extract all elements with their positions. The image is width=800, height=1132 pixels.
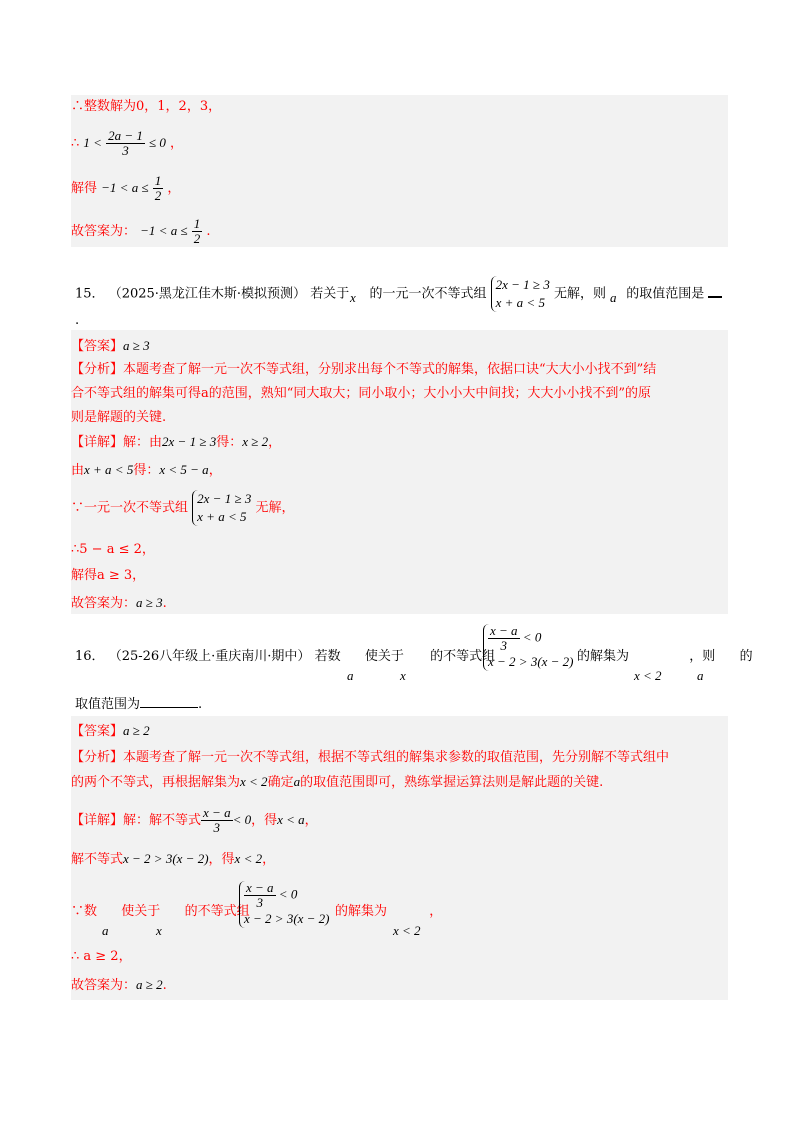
q15-var-x: x: [350, 290, 356, 305]
q16-d1-frac: [201, 806, 233, 835]
q15-d3-text: ∵一元一次不等式组: [71, 500, 189, 516]
q15-detail-3: [71, 490, 295, 526]
q16-d3-text-1: ∵数: [71, 904, 98, 919]
q16-text-3: 的不等式组: [430, 649, 496, 664]
q16-d3-right: [335, 903, 442, 921]
frac-num: 1: [193, 216, 201, 231]
q16-text-4: 的解集为: [577, 649, 630, 664]
q16-text-2: 使关于: [364, 649, 404, 664]
q15-d6-text: 故答案为：: [71, 596, 137, 611]
q16-d5-period: .: [162, 978, 167, 993]
frac-num: x − a: [246, 880, 274, 895]
q16-d3-frac: [244, 881, 276, 910]
sol14-comma: ，: [170, 136, 184, 151]
q16-line2-text: 取值范围为: [75, 697, 141, 712]
frac-den: 2: [154, 188, 162, 203]
frac-num: 1: [154, 173, 162, 188]
answer-tag: 【答案】: [71, 724, 124, 739]
q16-detail-1: [71, 806, 318, 835]
sol14-period: .: [206, 224, 211, 239]
q15-d1-text: 解：由: [123, 435, 163, 450]
sol14-comma: ，: [167, 181, 181, 196]
sol14-solve-label: 解得: [71, 181, 98, 196]
question-source: （25-26八年级上·重庆南川·期中）: [108, 649, 311, 664]
q16-var-a-2: a: [697, 668, 704, 683]
q16-d2-math: x − 2 > 3(x − 2): [123, 851, 209, 866]
q16-d3-var-x: x: [156, 923, 162, 938]
question-16: [71, 620, 753, 716]
analysis-tag: 【分析】: [71, 362, 124, 377]
sol14-line3: [71, 174, 180, 203]
q16-d1-text: 解：解不等式: [123, 813, 202, 828]
q15-d1-text-2: 得：: [216, 435, 243, 450]
q16-sys-row-1: [488, 624, 574, 653]
sol14-line2: [71, 129, 183, 158]
q16-d3-text-4: 的解集为: [335, 904, 388, 919]
q16-d3-var-a: a: [102, 923, 109, 938]
sol14-line1-text: ∴整数解为0，1，2，3，: [71, 99, 222, 114]
q16-stem-left: [75, 648, 495, 666]
q16-d3-row-1: [244, 881, 330, 910]
q16-analysis-text-1: 本题考查了解一元一次不等式组，根据不等式组的解集求参数的取值范围，先分别解不等式组中: [123, 750, 670, 765]
q15-text-3: 无解，则: [553, 286, 606, 302]
q16-var-a: a: [347, 668, 354, 683]
q16-sys-row-2: x − 2 > 3(x − 2): [488, 654, 574, 669]
q16-d3-cond: x < 2: [393, 923, 421, 938]
sol14-line4: [71, 217, 211, 246]
q15-d3-row-1: 2x − 1 ≥ 3: [197, 491, 252, 506]
q15-analysis-text-3: 则是解题的关键.: [71, 410, 167, 425]
q15-text-1: 若关于: [310, 286, 350, 302]
q16-detail-2: [71, 850, 275, 869]
q15-stem: [75, 276, 722, 312]
sol14-solve-math: −1 < a ≤: [101, 180, 149, 195]
detail-tag: 【详解】: [71, 435, 124, 450]
q16-d3-comma: ，: [429, 904, 443, 919]
q16-d1-lt: < 0: [232, 812, 252, 827]
q16-d1-result: x < a: [277, 812, 305, 827]
q16-text-1: 若数: [314, 649, 341, 664]
q16-analysis-2b: 确定: [267, 775, 294, 790]
q16-answer-line: [71, 722, 150, 741]
q15-end-period: .: [75, 313, 80, 328]
q16-d3-system: [239, 881, 330, 928]
q15-detail-1: [71, 433, 281, 452]
q15-var-a: a: [610, 290, 617, 305]
q16-analysis-1: [71, 749, 669, 767]
q16-d2-text-2: ，得: [208, 852, 235, 867]
answer-blank: [708, 284, 722, 298]
frac-num: 2a − 1: [108, 128, 143, 143]
q16-d2-comma: ，: [262, 852, 276, 867]
q16-analysis-2a: 的两个不等式，再根据解集为: [71, 775, 241, 790]
sol14-fraction: [106, 129, 145, 158]
q15-text-4: 的取值范围是: [626, 286, 705, 302]
frac-den: 2: [193, 231, 201, 246]
q16-analysis-2c: 的取值范围即可，熟练掌握运算法则是解此题的关键.: [300, 775, 604, 790]
q15-d2-math: x + a < 5: [84, 462, 134, 477]
frac-den: 3: [213, 820, 221, 835]
q16-analysis-math: x < 2: [240, 774, 268, 789]
sol14-answer-label: 故答案为：: [71, 224, 137, 239]
q15-d2-text-2: 得：: [133, 463, 160, 478]
therefore-symbol: ∴: [71, 136, 80, 151]
q15-sys-row-1: 2x − 1 ≥ 3: [495, 277, 550, 292]
q16-d1-comma: ，: [304, 813, 318, 828]
q15-sys-row-2: x + a < 5: [495, 295, 545, 310]
q16-d3-row-2: x − 2 > 3(x − 2): [244, 911, 330, 926]
q16-analysis-2: [71, 773, 603, 792]
q15-inequality-system: [491, 276, 550, 312]
q16-detail-3: [71, 903, 250, 921]
sol14-answer-half: [192, 217, 203, 246]
q16-d3-text-3: 的不等式组: [184, 904, 250, 919]
q16-detail-4: ∴ a ≥ 2，: [71, 949, 132, 964]
q15-d2-text: 由: [71, 463, 85, 478]
frac-den: 3: [256, 895, 264, 910]
sol14-answer-math: −1 < a ≤: [140, 223, 188, 238]
q16-line2-period: .: [198, 697, 203, 712]
q16-condition: x < 2: [634, 668, 662, 683]
question-number: 16．: [75, 649, 105, 664]
q16-stem-line2: [75, 695, 202, 714]
sol14-ineq-left: 1 <: [83, 135, 102, 150]
answer-tag: 【答案】: [71, 339, 124, 354]
q16-text-5: ，则: [689, 649, 716, 664]
sol14-line1: [71, 98, 221, 116]
q15-d2-comma: ，: [208, 463, 222, 478]
frac-den: 3: [122, 143, 129, 158]
q15-d2-result: x < 5 − a: [159, 462, 209, 477]
question-source: （2025·黑龙江佳木斯·模拟预测）: [108, 286, 307, 302]
q15-d1-result: x ≥ 2: [242, 434, 269, 449]
q15-d1-math: 2x − 1 ≥ 3: [162, 434, 217, 449]
analysis-tag: 【分析】: [71, 750, 124, 765]
q16-analysis-var: a: [293, 774, 301, 789]
frac-num: x − a: [490, 623, 518, 638]
solution-16-block: [71, 716, 728, 1000]
q16-text-6: 的: [739, 649, 753, 664]
q15-analysis-text-1: 本题考查了解一元一次不等式组，分别求出每个不等式的解集，依据口诀“大大小小找不到”结: [123, 362, 657, 377]
q15-detail-2: [71, 461, 222, 480]
q15-answer-line: [71, 337, 150, 356]
q15-d1-comma: ，: [268, 435, 282, 450]
q16-var-x: x: [400, 668, 406, 683]
q16-d5-math: a ≥ 2: [136, 977, 163, 992]
q16-sys-lt: < 0: [522, 629, 542, 645]
q16-d3-lt: < 0: [278, 886, 298, 902]
detail-tag: 【详解】: [71, 813, 124, 828]
q15-d3-system: [192, 490, 251, 526]
q16-inequality-system: [483, 624, 574, 671]
sol14-half: [153, 174, 164, 203]
q16-answer: a ≥ 2: [123, 723, 150, 738]
answer-blank: [140, 695, 198, 708]
q15-detail-5: 解得a ≥ 3，: [71, 568, 146, 583]
q15-answer: a ≥ 3: [123, 338, 150, 353]
question-15: [71, 268, 728, 330]
q16-d1-text-2: ，得: [251, 813, 278, 828]
q15-d3-row-2: x + a < 5: [197, 509, 247, 524]
frac-den: 3: [500, 638, 508, 653]
solution-14-block: [71, 95, 728, 247]
q15-d3-text-2: 无解，: [255, 500, 295, 516]
q16-d3-text-2: 使关于: [121, 904, 161, 919]
q15-d6-period: .: [162, 596, 167, 611]
question-number: 15．: [75, 286, 105, 302]
frac-num: x − a: [203, 805, 231, 820]
q16-d5-text: 故答案为：: [71, 978, 137, 993]
q15-analysis-text-2: 合不等式组的解集可得a的范围，熟知“同大取大；同小取小；大小小大中间找；大大小小找不到”的原: [71, 386, 652, 401]
solution-15-block: [71, 330, 728, 614]
q16-detail-5: [71, 976, 167, 995]
q16-d2-result: x < 2: [234, 851, 263, 866]
q16-sys-frac: [488, 624, 520, 653]
q15-text-2: 的一元一次不等式组: [369, 286, 487, 302]
q16-stem-right: [577, 648, 753, 666]
q15-d6-math: a ≥ 3: [136, 595, 163, 610]
sol14-ineq-right: ≤ 0: [149, 135, 166, 150]
q15-detail-4: ∴5 − a ≤ 2，: [71, 542, 155, 557]
q15-detail-6: [71, 594, 167, 613]
q15-analysis-1: [71, 361, 656, 379]
q16-d2-text: 解不等式: [71, 852, 124, 867]
